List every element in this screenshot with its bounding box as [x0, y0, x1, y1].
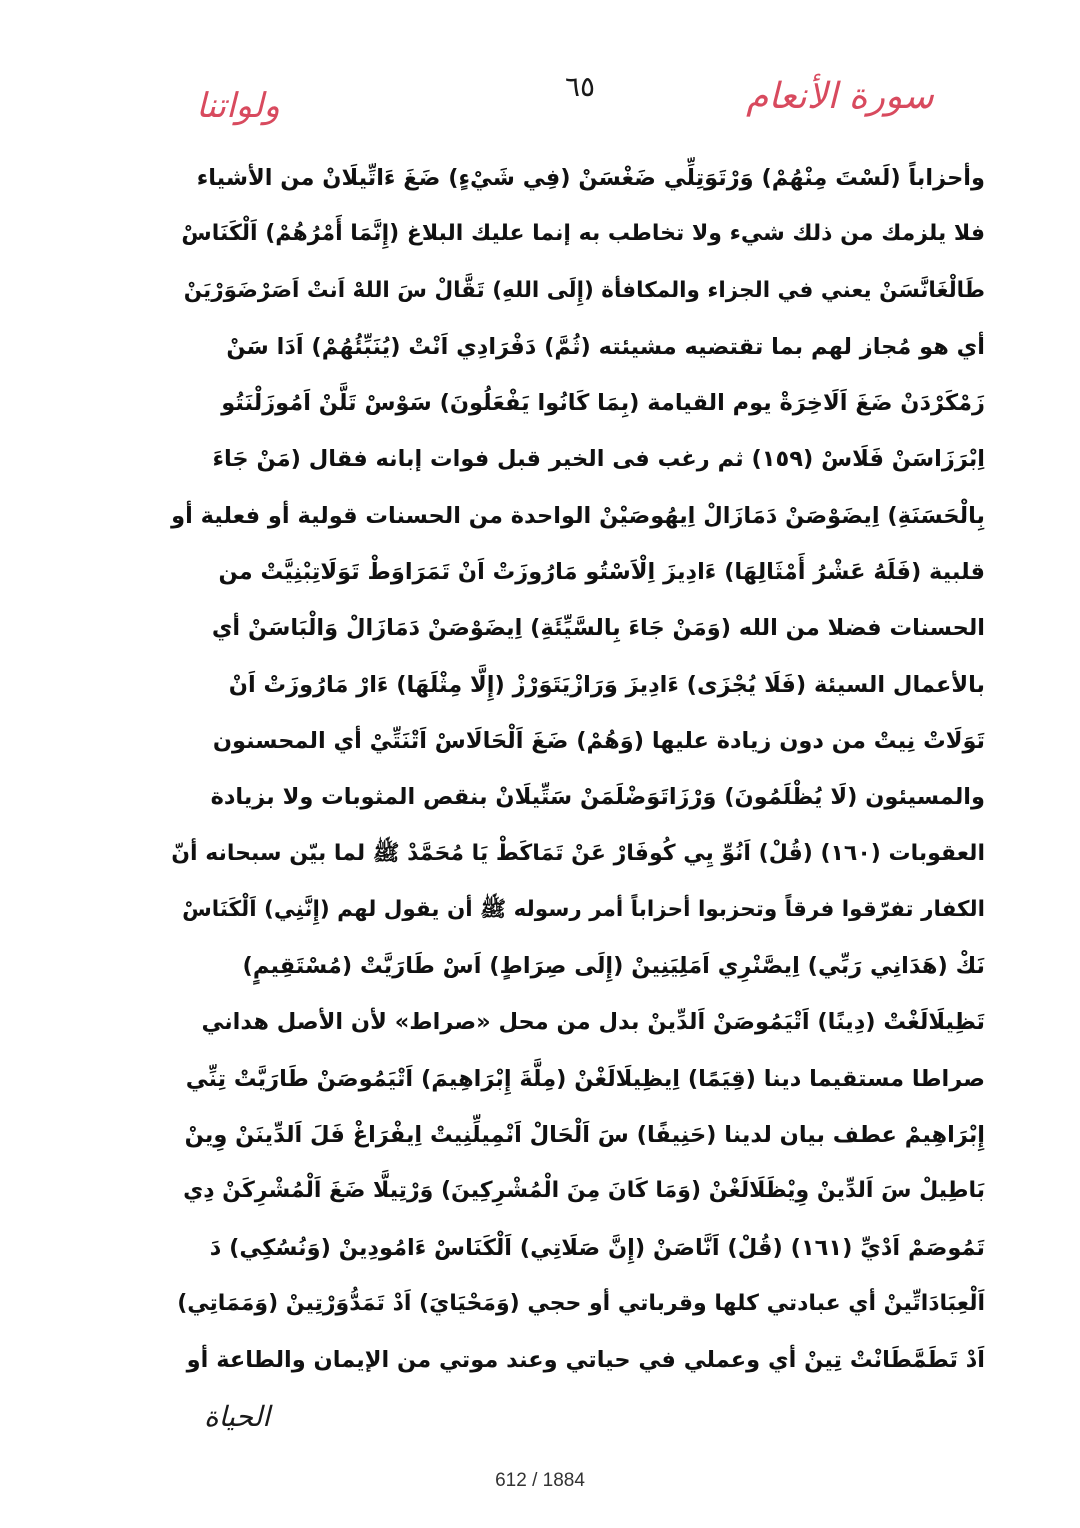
- text-line: بالأعمال السيئة (فَلَا يُجْزَى) ءَادِيزَ وَرَازْيَتَوَرْزْ (إِلَّا مِثْلَهَا) ءَارْ مَارُوزَتْ اَنْ: [228, 671, 985, 698]
- text-line: فلا يلزمك من ذلك شيء ولا تخاطب به إنما عليك البلاغ (إِنَّمَا أَمْرُهُمْ) اَلْكَنَاسْ: [181, 221, 985, 247]
- text-line: زَمْكَرْدَنْ ضَغَ اَلَاخِرَةْ يوم القيامة (بِمَا كَانُوا يَفْعَلُونَ) سَوْسْ تَلَّنْ اَمُوزَلْنَتُو: [221, 390, 985, 417]
- text-line: والمسيئون (لَا يُظْلَمُونَ) وَرْزَاتَوَضْلَمَنْ سَتِّيلَانْ بنقص المثوبات ولا بزيادة: [210, 784, 985, 811]
- text-line: طَالْغَانَّسَنْ يعني في الجزاء والمكافأة (إِلَى اللهِ) تَقَّالْ سَ اللهْ اَنتْ اَصَرْضَوَرْيَنْ: [183, 277, 985, 303]
- catchword: الحياة: [203, 1400, 271, 1433]
- text-line: تَمُوصَمْ اَدْيِّ (١٦١) (قُلْ) اَنَّاصَنْ (إِنَّ صَلَاتِي) اَلْكَنَاسْ ءَامُودِينْ (وَنُسُكِي) دَ: [209, 1234, 985, 1261]
- commentary-text: [170, 150, 985, 1389]
- text-line: اِبْرَزَاسَنْ فَلَاسْ (١٥٩) ثم رغب فى الخير قبل فوات إبانه فقال (مَنْ جَاءَ: [212, 446, 985, 473]
- surah-annotation: سورة الأنعام: [746, 76, 934, 117]
- page-number: ٦٥: [564, 70, 596, 103]
- text-line: الكفار تفرّقوا فرقاً وتحزبوا أحزاباً أمر رسوله ﷺ أن يقول لهم (إِنَّنِي) اَلْكَنَاسْ: [182, 896, 985, 922]
- text-line: وأحزاباً (لَسْتَ مِنْهُمْ) وَرْتَوَتِلِّي ضَغْسَنْ (فِي شَيْءٍ) ضَغَ ءَاتِّيلَانْ من الأشياء: [196, 165, 985, 191]
- page-counter: 612 / 1884: [495, 1470, 585, 1491]
- text-line: اَلْعِبَادَاتِّينْ أي عبادتي كلها وقرباتي أو حجي (وَمَحْيَايَ) اَدْ تَمَدُّوَرْتِينْ (وَمَمَاتِي): [177, 1290, 985, 1316]
- text-line: الحسنات فضلا من الله (وَمَنْ جَاءَ بِالسَّيِّئَةِ) اِيضَوْصَنْ دَمَازَالْ وَالْبَاسَنْ أي: [211, 615, 985, 642]
- text-line: إِبْرَاهِيمْ عطف بيان لدينا (حَنِيفًا) سَ اَلْحَالْ اَنْمِيلِّنِيتْ اِيفْرَاغْ فَلَ اَلدِّينَنْ وِينْ: [184, 1122, 985, 1149]
- text-line: بَاطِيلْ سَ اَلدِّينْ وِيْظَلَالَغْنْ (وَمَا كَانَ مِنَ الْمُشْرِكِينَ) وَرْتِيلَّا ضَغَ اَلْمُشْرِكَنْ دِي: [183, 1178, 985, 1204]
- text-line: أي هو مُجاز لهم بما تقتضيه مشيئته (ثُمَّ) دَفْرَادِي اَنْتْ (يُنَبِّئُهُمْ) اَدَا سَنْ: [226, 333, 985, 360]
- text-line: صراطا مستقيما دينا (قِيَمًا) اِيظِيلَالَغْنْ (مِلَّةَ إِبْرَاهِيمَ) اَتْيَمُوصَنْ طَارَيَّتْ تِنِّي: [185, 1065, 985, 1092]
- text-line: تَوَلَاتْ نِيتْ من دون زيادة عليها (وَهُمْ) ضَغَ اَلْحَالَاسْ اَتْنَتِّيْ أي المحسنون: [212, 727, 985, 754]
- verse-annotation: ولواتنا: [196, 86, 280, 126]
- text-line: العقوبات (١٦٠) (قُلْ) اَنُوِّ يِي كُوفَارْ عَنْ تَمَاكَطْ يَا مُحَمَّدْ ﷺ لما بيّن سبحانه أنّ: [171, 840, 985, 866]
- text-line: اَدْ تَطَمَّطَانْتْ تِينْ أي وعملي في حياتي وعند موتي من الإيمان والطاعة أو: [186, 1347, 985, 1374]
- text-line: بِالْحَسَنَةِ) اِيضَوْصَنْ دَمَازَالْ اِيهُوصَيْنْ الواحدة من الحسنات قولية أو فعلية أو: [171, 502, 985, 529]
- text-line: تَظِيلَالَغْتْ (دِينًا) اَتْيَمُوصَنْ اَلدِّينْ بدل من محل «صراط» لأن الأصل هداني: [201, 1009, 985, 1036]
- text-line: قلبية (فَلَهُ عَشْرُ أَمْثَالِهَا) ءَادِيزَ اِلْاَسْتُو مَارُوزَتْ اَنْ تَمَرَاوَطْ تَوَلَاتِبْنِيَّتْ من: [218, 559, 985, 586]
- text-line: نَكْ (هَدَانِي رَبِّي) اِيصَّنْرِي اَمَلِيَنِينْ (إِلَى صِرَاطٍ) اَسْ طَارَيَّتْ (مُسْتَقِيمٍ): [242, 953, 985, 980]
